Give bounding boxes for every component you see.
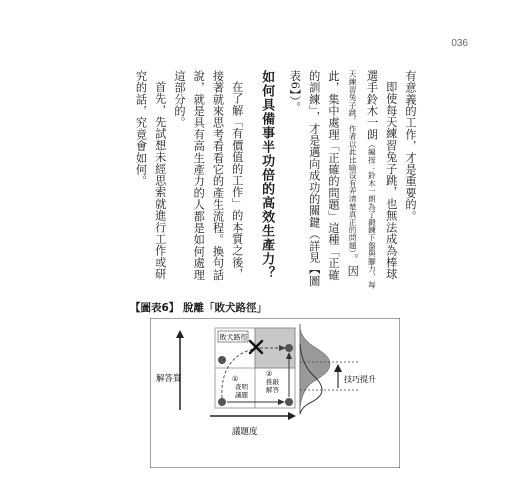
step-2-line-2: 解答 [266,386,279,394]
dead-end-dot [218,356,226,364]
paragraph-2-text: 即使每天練習兔子跳，也無法成為棒球選手鈴木一朗 [365,70,398,281]
paragraph-2 [285,70,401,290]
step-1-number: ① [232,375,239,383]
skill-label: 技巧提升 [344,375,376,384]
path-label: 敗犬路徑 [219,333,248,342]
paragraph-1: 有意義的工作，才是重要的。 [404,70,417,223]
start-dot [218,398,226,406]
step-2-line-1: 推敲 [266,378,279,386]
editor-note: （編按：鈴木一朗為了鍛鍊下盤與腳力，每天練習兔子跳。作者以此比喻沒有弄清楚真正的問題） [348,70,377,289]
paragraph-4: 首先，先試想未經思索就進行工作或研究的話，究竟會如何。 [134,70,167,281]
step-2-number: ② [266,370,273,378]
issue-dot [285,398,293,406]
y-axis-label: 解答質 [156,374,182,384]
x-axis-label: 議題度 [232,427,258,437]
goal-dot [285,344,293,352]
paragraph-3: 在了解「有價值的工作」的本質之後，接著就來思考看看它的產生流程。換句話說，就是具有高生產力的人都是如何處理這部分的。 [172,70,244,281]
step-1-line-1: 查明 [235,383,248,391]
issue-value-diagram [150,318,400,468]
figure-caption: 【圖表6】 脫離「敗犬路徑」 [130,302,267,314]
section-heading: 如何具備事半功倍的高效生產力？ [259,70,275,280]
page-number: 036 [451,38,468,49]
paragraph-2-continued: 。因此，集中處理「正確的問題」這種「正確的訓練」，才是邁向成功的關鍵（詳見【圖表6】）。 [288,70,360,287]
body-text [120,70,420,290]
step-1-line-2: 議題 [235,391,248,399]
